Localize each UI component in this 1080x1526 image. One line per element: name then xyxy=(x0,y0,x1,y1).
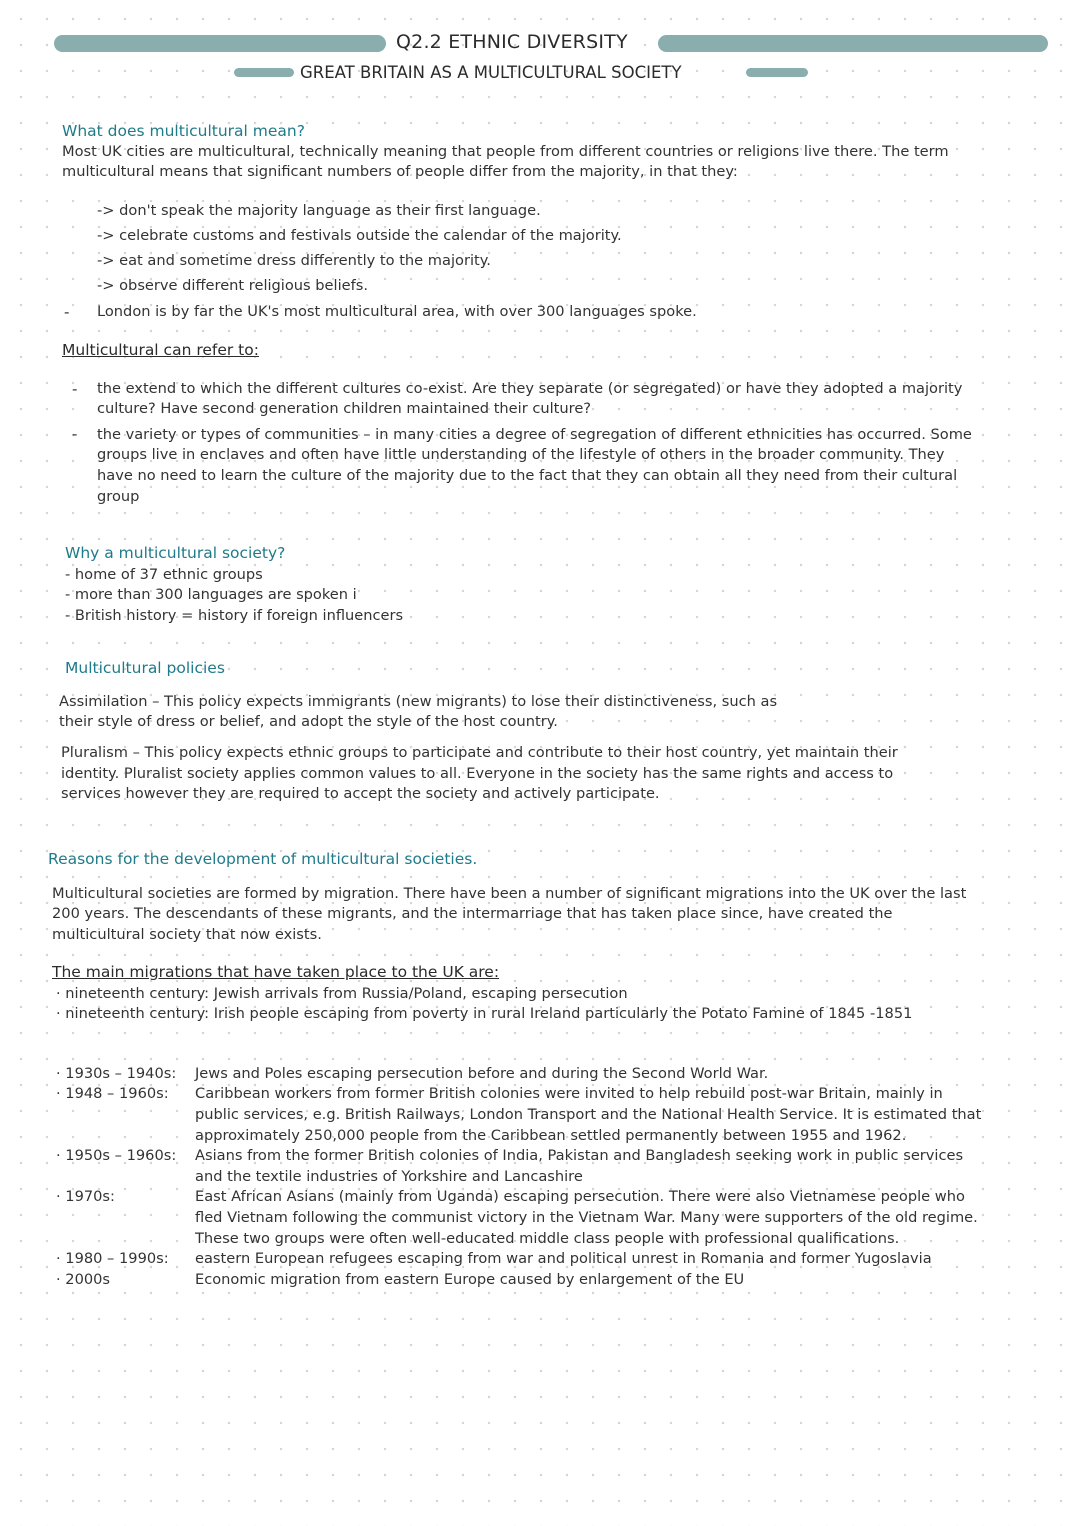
migration-date-text: 1970s: xyxy=(65,1188,115,1205)
section-heading-policies: Multicultural policies xyxy=(65,659,225,677)
list-item: -> eat and sometime dress differently to the majority. xyxy=(97,252,491,269)
migration-date xyxy=(56,1270,110,1291)
pluralism-text: services however they are required to accept the society and actively participate. xyxy=(61,785,660,802)
bullet-dot: · xyxy=(56,1147,66,1164)
migration-desc: These two groups were often well-educated middle class people with professional qualifications. xyxy=(195,1230,900,1247)
reasons-text: Multicultural societies are formed by migration. There have been a number of significant migrations into the UK over the last xyxy=(52,885,967,902)
page-title: Q2.2 ETHNIC DIVERSITY xyxy=(396,31,628,53)
section-heading-reasons: Reasons for the development of multicultural societies. xyxy=(48,850,478,868)
what-intro-line: multicultural means that significant numbers of people differ from the majority, in that they: xyxy=(62,163,738,180)
refer-item-line: culture? Have second generation children maintained their culture? xyxy=(97,400,592,417)
migration-desc: Asians from the former British colonies of India, Pakistan and Bangladesh seeking work in public services xyxy=(195,1147,964,1164)
migration-c19 xyxy=(56,984,628,1005)
reasons-text: multicultural society that now exists. xyxy=(52,926,322,943)
title-bar-left xyxy=(54,35,386,52)
migration-desc: approximately 250,000 people from the Caribbean settled permanently between 1955 and 1962. xyxy=(195,1127,907,1144)
migration-date xyxy=(56,1146,176,1167)
list-item: -> celebrate customs and festivals outside the calendar of the majority. xyxy=(97,227,622,244)
subtitle-bar-left xyxy=(234,68,294,77)
pluralism-text: Pluralism – This policy expects ethnic groups to participate and contribute to their host country, yet maintain their xyxy=(61,744,898,761)
migration-date-text: 1950s – 1960s: xyxy=(65,1147,177,1164)
why-item: - more than 300 languages are spoken i xyxy=(65,586,357,603)
bullet-dot: · xyxy=(56,1005,66,1022)
migration-desc: fled Vietnam following the communist victory in the Vietnam War. Many were supporters of the old regime. xyxy=(195,1209,978,1226)
why-item: - home of 37 ethnic groups xyxy=(65,566,263,583)
section-heading-migrations: The main migrations that have taken place to the UK are: xyxy=(52,963,500,981)
refer-item-line: the variety or types of communities – in many cities a degree of segregation of different ethnicities has occurred. Some xyxy=(97,426,972,443)
migration-date xyxy=(56,1187,115,1208)
section-heading-why: Why a multicultural society? xyxy=(65,544,286,562)
migration-date xyxy=(56,1064,176,1085)
migration-date-text: 1948 – 1960s: xyxy=(65,1085,169,1102)
migration-date-text: 1980 – 1990s: xyxy=(65,1250,169,1267)
migration-desc: and the textile industries of Yorkshire and Lancashire xyxy=(195,1168,583,1185)
bullet-dot: · xyxy=(56,1250,66,1267)
migration-date-text: 1930s – 1940s: xyxy=(65,1065,177,1082)
migration-date xyxy=(56,1084,169,1105)
migration-desc: Caribbean workers from former British colonies were invited to help rebuild post-war Britain, mainly in xyxy=(195,1085,943,1102)
what-intro-line: Most UK cities are multicultural, technically meaning that people from different countries or religions live there. The term xyxy=(62,143,949,160)
page-subtitle: GREAT BRITAIN AS A MULTICULTURAL SOCIETY xyxy=(300,63,682,82)
migration-desc: public services, e.g. British Railways, London Transport and the National Health Service. It is estimated that xyxy=(195,1106,982,1123)
subtitle-bar-right xyxy=(746,68,808,77)
pluralism-text: identity. Pluralist society applies common values to all. Everyone in the society has the same rights and access to xyxy=(61,765,894,782)
migration-desc: Economic migration from eastern Europe caused by enlargement of the EU xyxy=(195,1271,745,1288)
bullet-dot: · xyxy=(56,1188,66,1205)
migration-c19 xyxy=(56,1004,912,1025)
list-item: -> don't speak the majority language as their first language. xyxy=(97,202,541,219)
bullet-dot: · xyxy=(56,985,66,1002)
migration-desc: eastern European refugees escaping from war and political unrest in Romania and former Yugoslavia xyxy=(195,1250,932,1267)
section-heading-refer: Multicultural can refer to: xyxy=(62,341,259,359)
why-item: - British history = history if foreign influencers xyxy=(65,607,404,624)
migration-c19-text: nineteenth century: Jewish arrivals from Russia/Poland, escaping persecution xyxy=(65,985,628,1002)
refer-item-line: the extend to which the different cultures co-exist. Are they separate (or segregated) or have they adopted a majority xyxy=(97,380,963,397)
assimilation-text: their style of dress or belief, and adopt the style of the host country. xyxy=(59,713,558,730)
refer-item-line: group xyxy=(97,488,140,505)
title-bar-right xyxy=(658,35,1048,52)
reasons-text: 200 years. The descendants of these migrants, and the intermarriage that has taken place since, have created the xyxy=(52,905,893,922)
refer-item-line: have no need to learn the culture of the majority due to the fact that they can obtain all they need from their cultural xyxy=(97,467,958,484)
bullet-dash: - xyxy=(72,380,78,398)
migration-date-text: 2000s xyxy=(65,1271,111,1288)
bullet-dot: · xyxy=(56,1085,66,1102)
bullet-dot: · xyxy=(56,1271,66,1288)
assimilation-text: Assimilation – This policy expects immigrants (new migrants) to lose their distinctiveness, such as xyxy=(59,693,778,710)
migration-date xyxy=(56,1249,169,1270)
london-note: London is by far the UK's most multicultural area, with over 300 languages spoke. xyxy=(97,303,697,320)
section-heading-what: What does multicultural mean? xyxy=(62,122,305,140)
list-item: -> observe different religious beliefs. xyxy=(97,277,368,294)
migration-c19-text: nineteenth century: Irish people escaping from poverty in rural Ireland particularly the Potato Famine of 1845 -1851 xyxy=(65,1005,913,1022)
refer-item-line: groups live in enclaves and often have little understanding of the lifestyle of others in the broader community. They xyxy=(97,446,945,463)
migration-desc: East African Asians (mainly from Uganda) escaping persecution. There were also Vietnamese people who xyxy=(195,1188,965,1205)
bullet-dash: - xyxy=(72,425,78,443)
migration-desc: Jews and Poles escaping persecution before and during the Second World War. xyxy=(195,1065,769,1082)
bullet-dot: · xyxy=(56,1065,66,1082)
bullet-dash: - xyxy=(64,303,70,321)
